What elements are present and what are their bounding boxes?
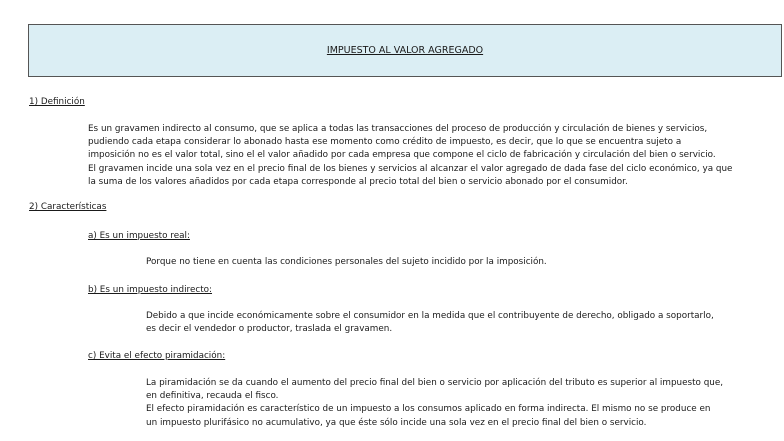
section-1-line: pudiendo cada etapa considerar lo abonado hasta ese momento como crédito de impuesto, es decir, que lo que se encuentra sujeto a [88,137,682,148]
subsection-a-body [146,256,547,269]
subsection-c-line: un impuesto plurifásico no acumulativo, ya que éste sólo incide una sola vez en el precio final del bien o servicio. [146,417,647,428]
section-1-line: la suma de los valores añadidos por cada etapa corresponde al precio total del bien o servicio abonado por el consumidor. [88,176,628,187]
subsection-c-line: El efecto piramidación es característico de un impuesto a los consumos aplicado en forma indirecta. El mismo no se produce en [146,404,711,415]
subsection-b-body [146,310,714,336]
section-1-body [88,123,732,189]
subsection-a-heading: a) Es un impuesto real: [88,231,190,241]
title-box [28,24,782,77]
subsection-a-line: Porque no tiene en cuenta las condiciones personales del sujeto incidido por la imposición. [146,257,547,267]
subsection-b-line: Debido a que incide económicamente sobre el consumidor en la medida que el contribuyente de derecho, obligado a soportarlo, [146,311,714,321]
section-1-heading: 1) Definición [29,97,85,107]
page-title: IMPUESTO AL VALOR AGREGADO [326,45,484,56]
section-1-line: El gravamen incide una sola vez en el precio final de los bienes y servicios al alcanzar el valor agregado de dada fase del ciclo económico, ya que [88,163,733,174]
subsection-b-line: es decir el vendedor o productor, traslada el gravamen. [146,324,393,335]
section-2-heading: 2) Características [29,202,107,212]
subsection-c-heading: c) Evita el efecto piramidación: [88,351,226,361]
subsection-c-line: en definitiva, recauda el fisco. [146,391,279,402]
subsection-b-heading: b) Es un impuesto indirecto: [88,285,213,295]
subsection-c-line: La piramidación se da cuando el aumento del precio final del bien o servicio por aplicación del tributo es superior al impuesto que, [146,378,724,388]
section-1-line: Es un gravamen indirecto al consumo, que se aplica a todas las transacciones del proceso de producción y circulación de bienes y servicios, [88,124,708,134]
section-1-line: imposición no es el valor total, sino el el valor añadido por cada empresa que compone el ciclo de fabricación y circulación del bien o servicio. [88,150,716,161]
subsection-c-body [146,377,723,430]
